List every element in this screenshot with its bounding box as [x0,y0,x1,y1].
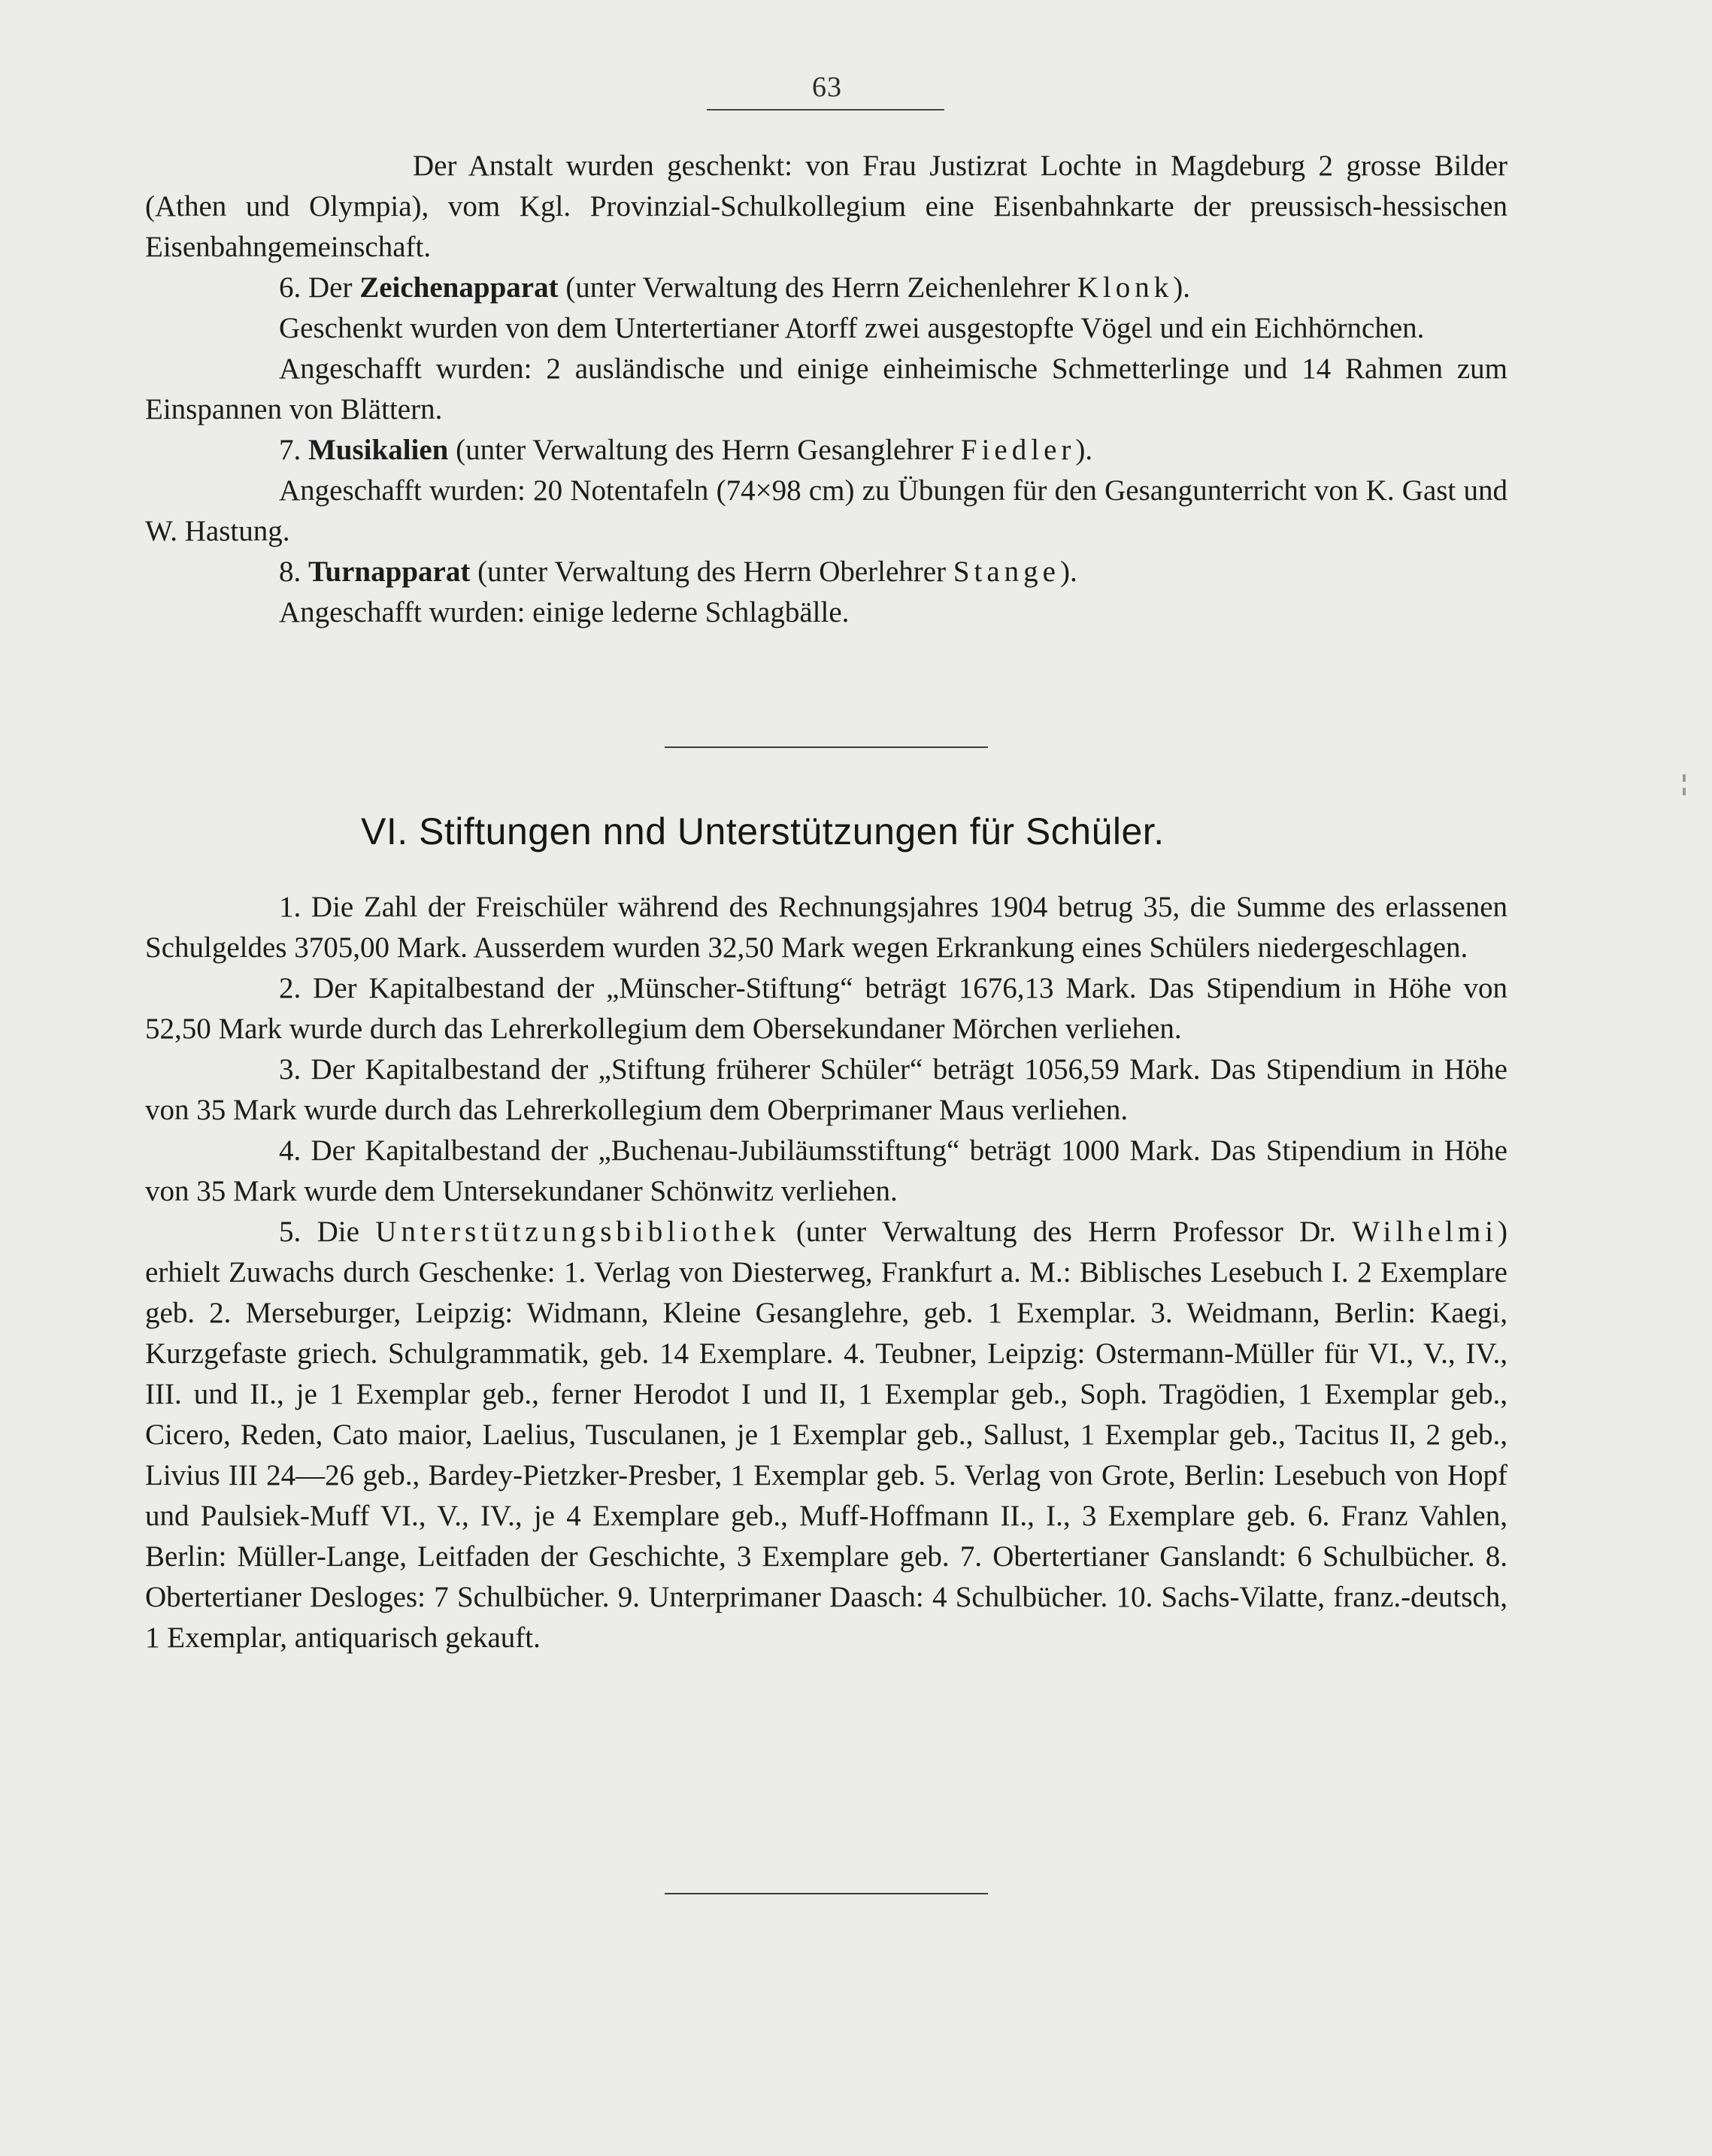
section-heading: VI. Stiftungen nnd Unterstützungen für Schüler. [361,810,1165,852]
teacher-name-klonk: Klonk [1077,271,1174,304]
scan-marks [1683,774,1690,804]
page-number: 63 [812,71,842,103]
header-rule [707,109,944,111]
paragraph-muenscher-foundation: 2. Der Kapitalbestand der „Münscher-Stiftung“ beträgt 1676,13 Mark. Das Stipendium in Höhe von 52,50 Mark wurde durch das Lehrerkollegium dem Obersekundaner Mörchen verliehen. [145,972,1507,1045]
section-divider [665,746,988,748]
paragraph-former-pupils-foundation: 3. Der Kapitalbestand der „Stiftung früherer Schüler“ beträgt 1056,59 Mark. Das Stipendium in Höhe von 35 Mark wurde durch das Lehrerkollegium dem Oberprimaner Maus verliehen. [145,1053,1507,1126]
heading-gym: Turnapparat [308,556,471,588]
paragraph-drawing-gifts: Geschenkt wurden von dem Untertertianer Atorff zwei ausgestopfte Vögel und ein Eichhörnchen. [279,312,1425,344]
professor-name-wilhelmi: Wilhelmi [1352,1216,1498,1248]
foundations-section [145,887,1507,1658]
support-library-term: Unterstützungsbibliothek [375,1216,780,1248]
paragraph-drawing-apparatus: 6. Der Zeichenapparat (unter Verwaltung des Herrn Zeichenlehrer Klonk). [279,271,1190,304]
teacher-name-stange: Stange [953,556,1060,588]
heading-drawing-apparatus: Zeichenapparat [359,271,559,304]
paragraph-support-library: 5. Die Unterstützungsbibliothek (unter Verwaltung des Herrn Professor Dr. Wilhelmi) erhielt Zuwachs durch Geschenke: 1. Verlag von Diesterweg, Frankfurt a. M.: Biblisches Lesebuch I. 2 Exemplare geb. 2. Merseburger, Leipzig: Widmann, Kleine Gesanglehre, geb. 1 Exemplar. 3. Weidmann, Berlin: Kaegi, Kurzgefaste griech. Schulgrammatik, geb. 14 Exemplare. 4. Teubner, Leipzig: Ostermann-Müller für VI., V., IV., III. und II., je 1 Exemplar geb., ferner Herodot I und II, 1 Exemplar geb., Soph. Tragödien, 1 Exemplar geb., Cicero, Reden, Cato maior, Laelius, Tusculanen, je 1 Exemplar geb., Sallust, 1 Exemplar geb., Tacitus II, 2 geb., Livius III 24—26 geb., Bardey-Pietzker-Presber, 1 Exemplar geb. 5. Verlag von Grote, Berlin: Lesebuch von Hopf und Paulsiek-Muff VI., V., IV., je 4 Exemplare geb., Muff-Hoffmann II., I., 3 Exemplare geb. 6. Franz Vahlen, Berlin: Müller-Lange, Leitfaden der Geschichte, 3 Exemplare geb. 7. Obertertianer Ganslandt: 6 Schulbücher. 8. Obertertianer Desloges: 7 Schulbücher. 9. Unterprimaner Daasch: 4 Schulbücher. 10. Sachs-Vilatte, franz.-deutsch, 1 Exemplar, antiquarisch gekauft. [145,1216,1508,1654]
paragraph-gym-purchases: Angeschafft wurden: einige lederne Schlagbälle. [279,596,850,628]
paragraph-music: 7. Musikalien (unter Verwaltung des Herrn Gesanglehrer Fiedler). [279,434,1093,466]
paragraph-music-purchases: Angeschafft wurden: 20 Notentafeln (74×98 cm) zu Übungen für den Gesangunterricht von K. Gast und W. Hastung. [145,474,1507,547]
inventory-section [145,146,1507,633]
paragraph-gym: 8. Turnapparat (unter Verwaltung des Herrn Oberlehrer Stange). [279,556,1077,588]
heading-music: Musikalien [308,434,449,466]
paragraph-drawing-purchases: Angeschafft wurden: 2 ausländische und einige einheimische Schmetterlinge und 14 Rahmen zum Einspannen von Blättern. [145,353,1507,425]
paragraph-gifts-text: Der Anstalt wurden geschenkt: von Frau Justizrat Lochte in Magdeburg 2 grosse Bilder (Athen und Olympia), vom Kgl. Provinzial-Schulkollegium eine Eisenbahnkarte der preussisch-hessischen Eisenbahngemeinschaft. [145,150,1507,263]
paragraph-gifts [145,146,1507,268]
paragraph-buchenau-foundation: 4. Der Kapitalbestand der „Buchenau-Jubiläumsstiftung“ beträgt 1000 Mark. Das Stipendium in Höhe von 35 Mark wurde dem Untersekundaner Schönwitz verliehen. [145,1134,1507,1207]
teacher-name-fiedler: Fiedler [960,434,1076,466]
paragraph-free-pupils: 1. Die Zahl der Freischüler während des Rechnungsjahres 1904 betrug 35, die Summe des erlassenen Schulgeldes 3705,00 Mark. Ausserdem wurden 32,50 Mark wegen Erkrankung eines Schülers niedergeschlagen. [145,891,1507,964]
closing-rule [665,1893,988,1894]
